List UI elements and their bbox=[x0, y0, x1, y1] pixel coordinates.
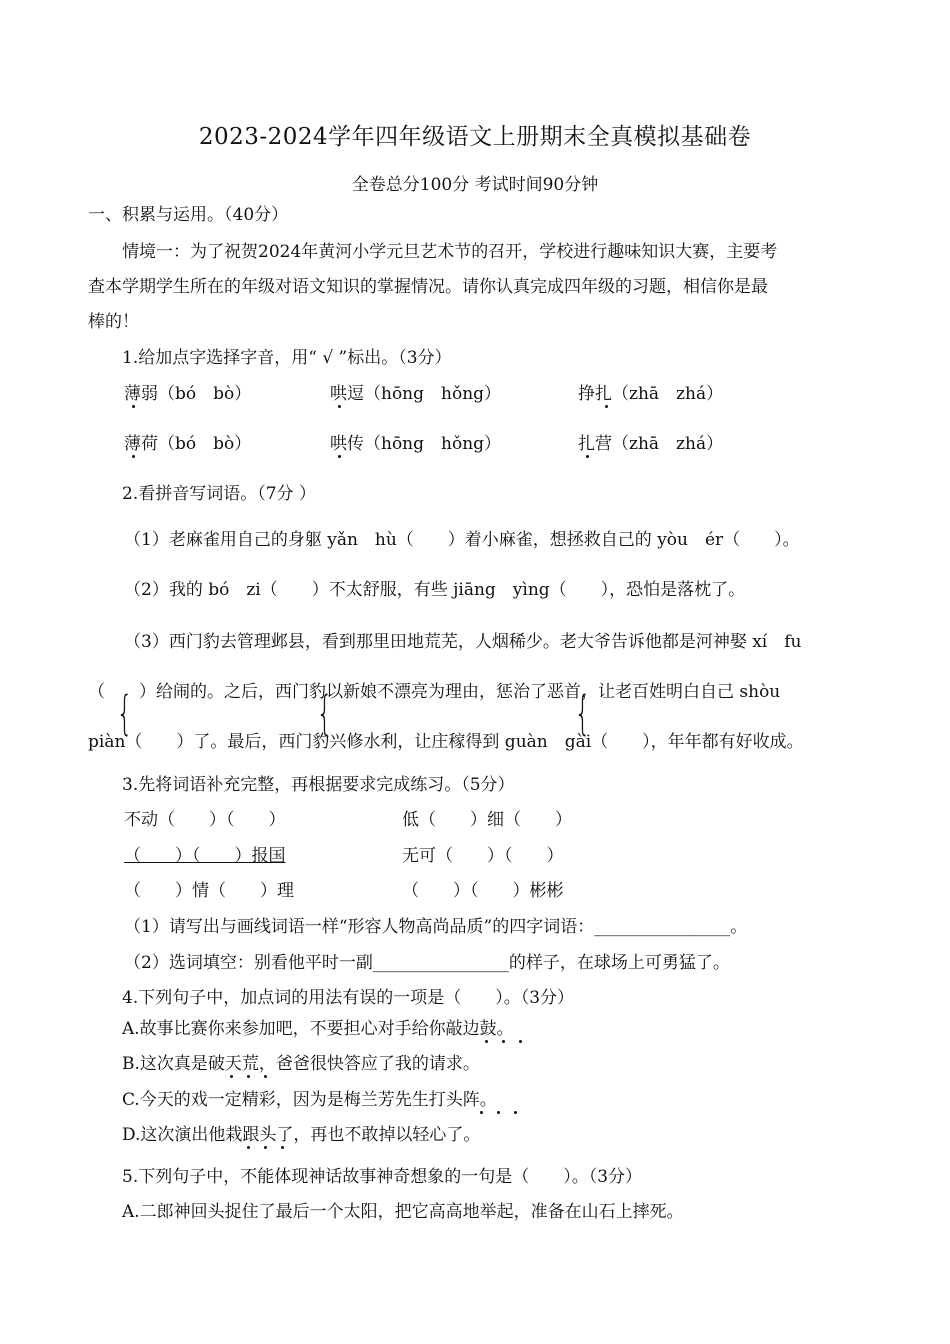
emphasis-dot bbox=[605, 405, 608, 408]
emphasis-dot bbox=[338, 405, 341, 408]
emphasis-dot bbox=[586, 455, 589, 458]
q2-sentence-3a: （3）西门豹去管理邺县，看到那里田地荒芜，人烟稀少。老大爷告诉他都是河神娶 xí fu bbox=[124, 632, 802, 652]
emphasis-dot bbox=[338, 455, 341, 458]
intro-line-2: 查本学期学生所在的年级对语文知识的掌握情况。请你认真完成四年级的习题，相信你是最 bbox=[88, 277, 768, 297]
emphasis-dot bbox=[485, 1040, 488, 1043]
q3-word: 不动（ ）（ ） bbox=[124, 810, 286, 830]
intro-line-1: 情境一：为了祝贺2024年黄河小学元旦艺术节的召开，学校进行趣味知识大赛，主要考 bbox=[122, 242, 778, 262]
q4-prompt: 4.下列句子中，加点词的用法有误的一项是（ ）。（3分） bbox=[122, 988, 575, 1008]
answer-brace: { bbox=[574, 686, 591, 740]
q2-sentence-2: （2）我的 bó zi（ ）不太舒服，有些 jiāng yìng（ ），恐怕是落枕了。 bbox=[124, 580, 746, 600]
q1-item: 哄传（hōng hǒng） bbox=[330, 434, 502, 454]
answer-brace: { bbox=[316, 686, 333, 740]
emphasis-dot bbox=[132, 405, 135, 408]
q4-option-d: D.这次演出他栽跟头了，再也不敢掉以轻心了。 bbox=[122, 1125, 481, 1145]
section-heading: 一、积累与运用。（40分） bbox=[88, 205, 289, 225]
emphasis-dot bbox=[480, 1111, 483, 1114]
emphasis-dot bbox=[497, 1111, 500, 1114]
emphasis-dot bbox=[230, 1075, 233, 1078]
q2-sentence-3b: （ ）给闹的。之后，西门豹以新娘不漂亮为理由，惩治了恶首，让老百姓明白自己 shòu bbox=[88, 682, 781, 702]
q1-item: 挣扎（zhā zhá） bbox=[578, 384, 724, 404]
emphasis-dot bbox=[281, 1146, 284, 1149]
emphasis-dot bbox=[247, 1146, 250, 1149]
emphasis-dot bbox=[502, 1040, 505, 1043]
q5-prompt: 5.下列句子中，不能体现神话故事神奇想象的一句是（ ）。（3分） bbox=[122, 1167, 643, 1187]
q1-item: 扎营（zhā zhá） bbox=[578, 434, 724, 454]
emphasis-dot bbox=[514, 1111, 517, 1114]
q3-word: （ ）（ ）彬彬 bbox=[402, 881, 564, 901]
q1-prompt: 1.给加点字选择字音，用“ √ ”标出。（3分） bbox=[122, 348, 452, 368]
q1-item: 薄弱（bó bò） bbox=[124, 384, 252, 404]
q4-option-b: B.这次真是破天荒，爸爸很快答应了我的请求。 bbox=[122, 1054, 480, 1074]
emphasis-dot bbox=[264, 1075, 267, 1078]
q3-sub-2: （2）选词填空：别看他平时一副________________的样子，在球场上可勇猛了。 bbox=[124, 953, 730, 973]
q3-word-underlined: （ ）（ ）报国 bbox=[124, 846, 286, 866]
q4-option-a: A.故事比赛你来参加吧，不要担心对手给你敲边鼓。 bbox=[122, 1019, 514, 1039]
q2-prompt: 2.看拼音写词语。（7分 ） bbox=[122, 484, 316, 504]
q3-word: 无可（ ）（ ） bbox=[402, 846, 564, 866]
emphasis-dot bbox=[264, 1146, 267, 1149]
emphasis-dot bbox=[132, 455, 135, 458]
q3-word: 低（ ）细（ ） bbox=[402, 810, 572, 830]
page-subtitle: 全卷总分100分 考试时间90分钟 bbox=[351, 175, 599, 195]
q5-option-a: A.二郎神回头捉住了最后一个太阳，把它高高地举起，准备在山石上摔死。 bbox=[122, 1202, 684, 1222]
emphasis-dot bbox=[519, 1040, 522, 1043]
page-title: 2023-2024学年四年级语文上册期末全真模拟基础卷 bbox=[198, 124, 752, 150]
q2-sentence-3c: piàn（ ）了。最后，西门豹兴修水利，让庄稼得到 guàn gài（ ），年年都有好收成。 bbox=[88, 732, 804, 752]
emphasis-dot bbox=[247, 1075, 250, 1078]
q3-word: （ ）情（ ）理 bbox=[124, 881, 294, 901]
q3-prompt: 3.先将词语补充完整，再根据要求完成练习。（5分） bbox=[122, 775, 515, 795]
q1-item: 哄逗（hōng hǒng） bbox=[330, 384, 502, 404]
q3-sub-1: （1）请写出与画线词语一样“形容人物高尚品质”的四字词语：________________。 bbox=[124, 917, 748, 937]
intro-line-3: 棒的！ bbox=[88, 312, 139, 332]
q2-sentence-1: （1）老麻雀用自己的身躯 yǎn hù（ ）着小麻雀，想拯救自己的 yòu ér（ ）。 bbox=[124, 530, 800, 550]
answer-brace: { bbox=[116, 686, 133, 740]
q4-option-c: C.今天的戏一定精彩，因为是梅兰芳先生打头阵。 bbox=[122, 1090, 497, 1110]
q1-item: 薄荷（bó bò） bbox=[124, 434, 252, 454]
